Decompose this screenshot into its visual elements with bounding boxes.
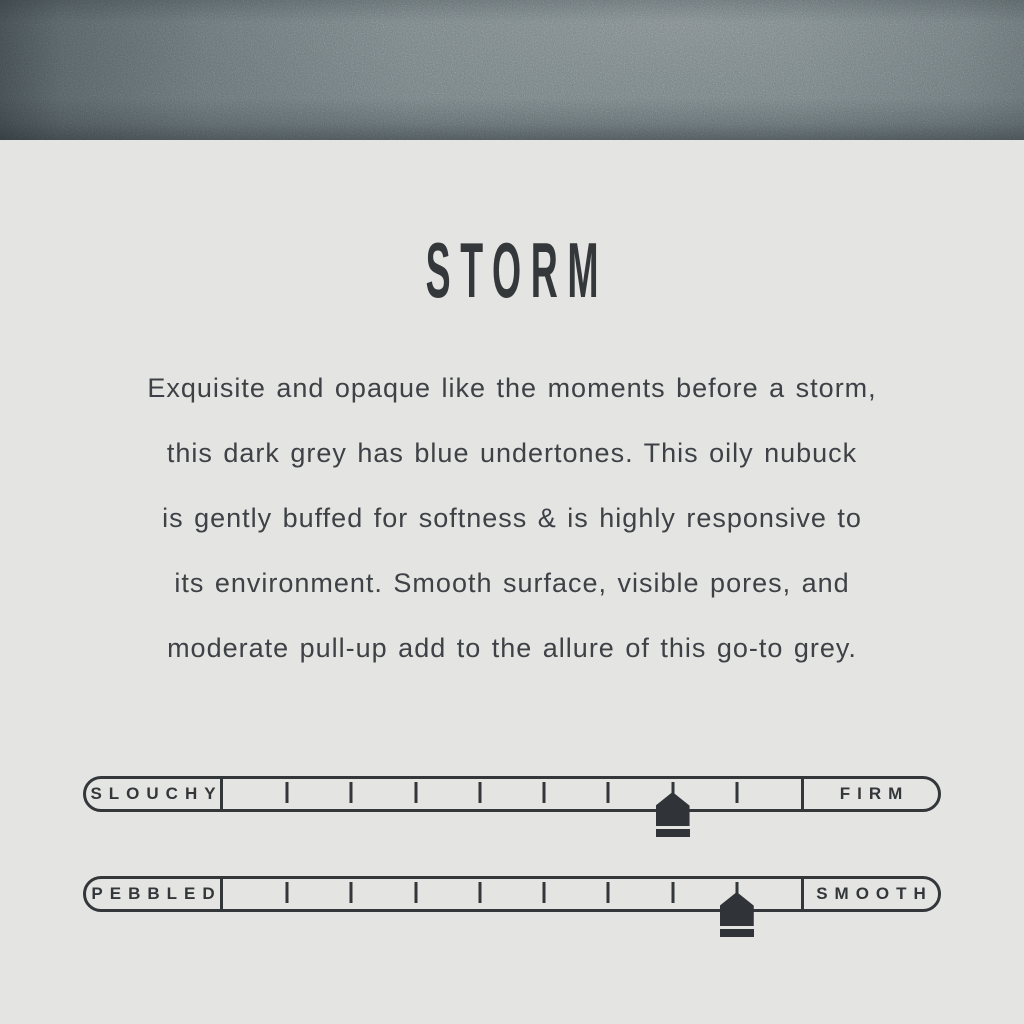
tick-mark [735, 782, 738, 803]
color-description [62, 356, 962, 681]
tick-mark [350, 782, 353, 803]
scale-left-label: PEBBLED [91, 884, 222, 903]
scale-left-cap [86, 779, 223, 809]
scale-marker-icon [720, 892, 754, 937]
tick-mark [607, 882, 610, 903]
scale-marker-icon [656, 792, 690, 837]
tick-mark [286, 782, 289, 803]
tick-mark [671, 882, 674, 903]
page-title-text: STORM [425, 226, 609, 314]
scale-right-cap [801, 779, 938, 809]
leather-grain-texture [0, 0, 1024, 140]
description-line: this dark grey has blue undertones. This oily nubuck [166, 438, 858, 468]
scale-track [223, 879, 801, 909]
texture-scale-row [0, 876, 1024, 912]
tick-mark [286, 882, 289, 903]
leather-swatch-image [0, 0, 1024, 140]
description-line: its environment. Smooth surface, visible pores, and [174, 568, 850, 598]
tick-mark [543, 782, 546, 803]
scale-track [223, 779, 801, 809]
description-line: is gently buffed for softness & is highly responsive to [162, 503, 862, 533]
tick-mark [478, 782, 481, 803]
tick-mark [543, 882, 546, 903]
tick-mark [478, 882, 481, 903]
description-line: Exquisite and opaque like the moments before a storm, [147, 373, 877, 403]
tick-mark [350, 882, 353, 903]
softness-scale [83, 776, 941, 812]
marker-base-bar [720, 929, 754, 937]
description-line: moderate pull-up add to the allure of this go-to grey. [167, 633, 857, 663]
scale-right-label: SMOOTH [816, 884, 933, 903]
texture-scale [83, 876, 941, 912]
scale-left-label: SLOUCHY [90, 784, 223, 803]
softness-scale-row [0, 776, 1024, 812]
tick-mark [414, 782, 417, 803]
scale-right-label: FIRM [839, 784, 910, 803]
marker-pointer-shape [720, 892, 754, 926]
tick-mark [414, 882, 417, 903]
marker-base-bar [656, 829, 690, 837]
scale-left-cap [86, 879, 223, 909]
scale-right-cap [801, 879, 938, 909]
marker-pointer-shape [656, 792, 690, 826]
tick-mark [607, 782, 610, 803]
page-title [0, 215, 1024, 325]
attribute-scales [0, 776, 1024, 912]
